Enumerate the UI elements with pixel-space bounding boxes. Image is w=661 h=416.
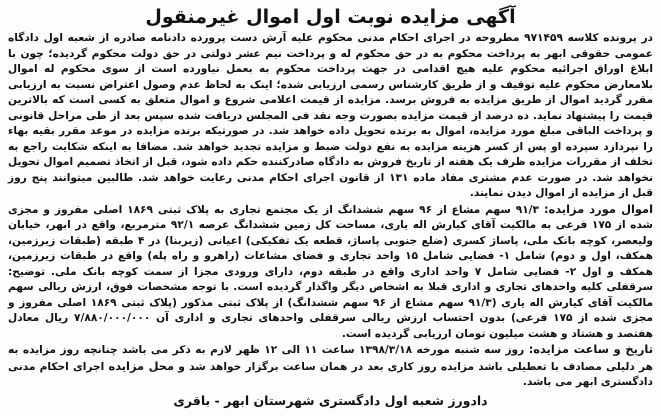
property-text: ۹۱/۳ سهم مشاع از ۹۶ سهم ششدانگ از یک مجتمع تجاری به پلاک ثبتی ۱۸۶۹ اصلی مفروز و مجزی شده از ۱۷۵ فرعی به مالکیت آقای کیارش اله یاری، مساحت کل زمین ششدانگ عرصه ۹۲/۱ مترمربع، واقع در ابهر، خیابان ولیعصر، کوچه بانک ملی، پاساژ کسری (ضلع جنوبی پاساژ، قطعه یک تفکیکی) اعیانی (زیربنا) در ۴ طبقه (طبقات زیرزمین، همکف، اول و دوم) شامل ۱- فضایی شامل ۱۵ واحد تجاری و فضای مشاعات (راهرو و راه پله) واقع در طبقات زیرزمین، همکف و اول ۲- فضایی شامل ۷ واحد اداری واقع در طبقه دوم، دارای ورودی مجزا از سمت کوچه بانک ملی. توضیح: سرقفلی کلیه واحدهای تجاری و اداری قبلا به اشخاص دیگر واگذار گردیده است. با توجه مشخصات فوق، ارزش ریالی سهم مالکیت آقای کیارش اله یاری (۹۱/۳ سهم مشاع از ۹۶ سهم ششدانگ) از پلاک ثبتی مذکور (پلاک ثبتی ۱۸۶۹ اصلی مفروز و مجزی شده از ۱۷۵ فرعی) بدون احتساب ارزش ریالی سرقفلی واحدهای تجاری و اداری آن ۷/۸۸۰/۰۰۰/۰۰۰ ریال معادل هفتصد و هشتاد و هشت میلیون تومان ارزیابی گردیده است. bbox=[8, 203, 654, 340]
datetime-section bbox=[8, 342, 653, 391]
property-label: اموال مورد مزایده: bbox=[543, 201, 653, 216]
datetime-label: تاریخ و ساعت مزایده: bbox=[528, 342, 653, 356]
notice-title: آگهی مزایده نوبت اول اموال غیرمنقول bbox=[145, 6, 516, 28]
place-label: محل مزایده bbox=[108, 358, 175, 373]
intro-text: در پرونده کلاسه ۹۷۱۴۵۹ مطروحه در اجرای احکام مدنی محکوم علیه آرش دست پرورده دادنامه صادره از شعبه اول دادگاه عمومی حقوقی ابهر به پرداخت محکوم به در حق محکوم له و پرداخت نیم عشر دولتی در حق دولت محکوم گردیده؛ چون با ابلاغ اوراق اجرائیه محکوم علیه هیچ اقدامی در جهت پرداخت محکوم به بعمل نیاورده است از سوی محکوم له اموال بلامعارض محکوم علیه توقیف و از طریق کارشناس رسمی ارزیابی شده؛ اینک به لحاظ عدم وصول اعتراض نسبت به ارزیابی مقرر گردید اموال از طریق مزایده به فروش برسد. مزایده از قیمت اعلامی شروع و اموال متعلق به کسی است که بالاترین قیمت را پیشنهاد نماید. ده درصد از قیمت مزایده بصورت وجه نقد فی المجلس دریافت شده سپس بعد از طی مراحل قانونی و پرداخت الباقی مبلغ مورد مزایده، اموال به برنده تحویل داده خواهد شد. در صورتیکه برنده مزایده در موعد مقرر بقیه بهاء را نپردازد سپرده او پس از کسر هزینه مزایده به نفع دولت ضبط و مزایده تجدید خواهد شد. مضافا به اینکه شکایت راجع به تخلف از مقررات مزایده ظرف یک هفته از تاریخ فروش به دادگاه صادرکننده حکم داده شود، قبل از اتخاذ تصمیم اموال تحویل نخواهد شد. در صورت عدم مشتری مفاد ماده ۱۳۱ از قانون اجرای احکام مدنی رعایت خواهد شد. طالبین میتوانند پنج روز قبل از مزایده از اموال دیدن نمایند. bbox=[8, 32, 654, 199]
notice-intro bbox=[8, 31, 653, 202]
signature: دادورز شعبه اول دادگستری شهرستان ابهر - باقری bbox=[173, 392, 488, 408]
property-section bbox=[8, 202, 653, 343]
location-note: لازم به ذکر می باشد چنانچه روز مزایده به هر دلیلی مصادف با تعطیلی باشد مزایده روز کاری بعد در همان ساعت برگزار خواهد شد و bbox=[8, 344, 653, 373]
place-text: اجرای احکام مدنی دادگستری ابهر می باشد. bbox=[8, 360, 653, 388]
datetime-text: روز سه شنبه مورخه ۱۳۹۸/۳/۱۸ ساعت ۱۱ الی ۱۲ ظهر bbox=[236, 344, 525, 356]
